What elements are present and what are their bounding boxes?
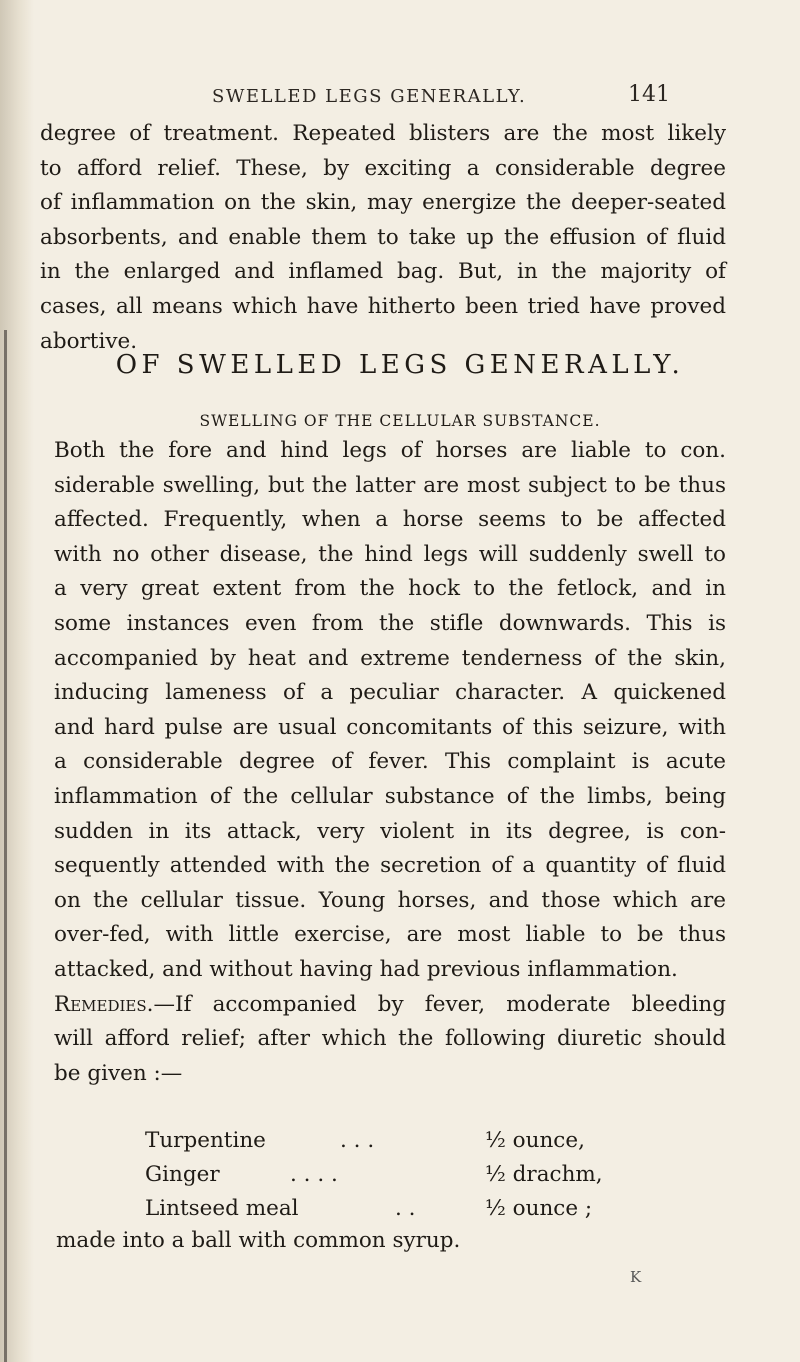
text-line: will afford relief; after which the following diuretic should [54, 1026, 726, 1052]
text-line: and hard pulse are usual concomitants of this seizure, with [54, 714, 726, 740]
text-line: abortive. [40, 328, 138, 354]
recipe-amount: ½ drachm, [485, 1162, 603, 1187]
text-line: of inflammation on the skin, may energize the deeper-seated [40, 190, 726, 216]
text-line: inducing lameness of a peculiar character. A quickened [54, 680, 726, 706]
text-line: over-fed, with little exercise, are most liable to be thus [54, 922, 726, 948]
text-line: a very great extent from the hock to the fetlock, and in [54, 576, 726, 602]
page-number: 141 [628, 82, 670, 107]
text-line: affected. Frequently, when a horse seems to be affected [54, 507, 726, 533]
section-title: OF SWELLED LEGS GENERALLY. [115, 350, 685, 380]
continued-paragraph [40, 117, 726, 359]
recipe-ingredient: Lintseed meal [145, 1196, 299, 1221]
remedies-text: —If accompanied by fever, moderate bleeding [153, 991, 726, 1017]
recipe-dots: . . . [340, 1128, 375, 1153]
text-line: absorbents, and enable them to take up the effusion of fluid [40, 224, 726, 250]
remedies-line [54, 988, 726, 1023]
text-line: cases, all means which have hitherto been tried have proved [40, 293, 726, 319]
section-subtitle: SWELLING OF THE CELLULAR SUBSTANCE. [199, 412, 601, 430]
text-line: attacked, and without having had previous inflammation. [54, 956, 678, 982]
main-paragraph [54, 434, 726, 1091]
text-line: sudden in its attack, very violent in its degree, is con- [54, 818, 726, 844]
recipe-amount: ½ ounce, [485, 1128, 585, 1153]
text-line: Both the fore and hind legs of horses are liable to con. [54, 438, 726, 463]
text-line: on the cellular tissue. Young horses, and those which are [54, 887, 726, 913]
text-line: in the enlarged and inflamed bag. But, in the majority of [40, 259, 726, 285]
recipe-dots: . . . . [290, 1162, 338, 1187]
recipe-amount: ½ ounce ; [485, 1196, 593, 1221]
running-head: SWELLED LEGS GENERALLY. [212, 86, 527, 107]
signature-mark: K [630, 1268, 642, 1286]
text-line: siderable swelling, but the latter are most subject to be thus [54, 472, 726, 498]
text-line: to afford relief. These, by exciting a considerable degree [40, 155, 726, 181]
text-line: some instances even from the stifle downwards. This is [54, 610, 726, 636]
text-line: be given :— [54, 1060, 183, 1086]
text-line: sequently attended with the secretion of a quantity of fluid [54, 853, 726, 879]
recipe-dots: . . [395, 1196, 416, 1221]
text-line: a considerable degree of fever. This complaint is acute [54, 749, 726, 775]
text-line: inflammation of the cellular substance of the limbs, being [54, 783, 726, 809]
recipe-ingredient: Turpentine [145, 1128, 266, 1153]
remedies-label: Remedies. [54, 991, 154, 1017]
recipe-ingredient: Ginger [145, 1162, 220, 1187]
closing-line: made into a ball with common syrup. [56, 1228, 461, 1253]
text-line: degree of treatment. Repeated blisters are the most likely [40, 121, 726, 146]
text-line: with no other disease, the hind legs will suddenly swell to [54, 541, 726, 567]
text-line: accompanied by heat and extreme tenderness of the skin, [54, 645, 726, 671]
